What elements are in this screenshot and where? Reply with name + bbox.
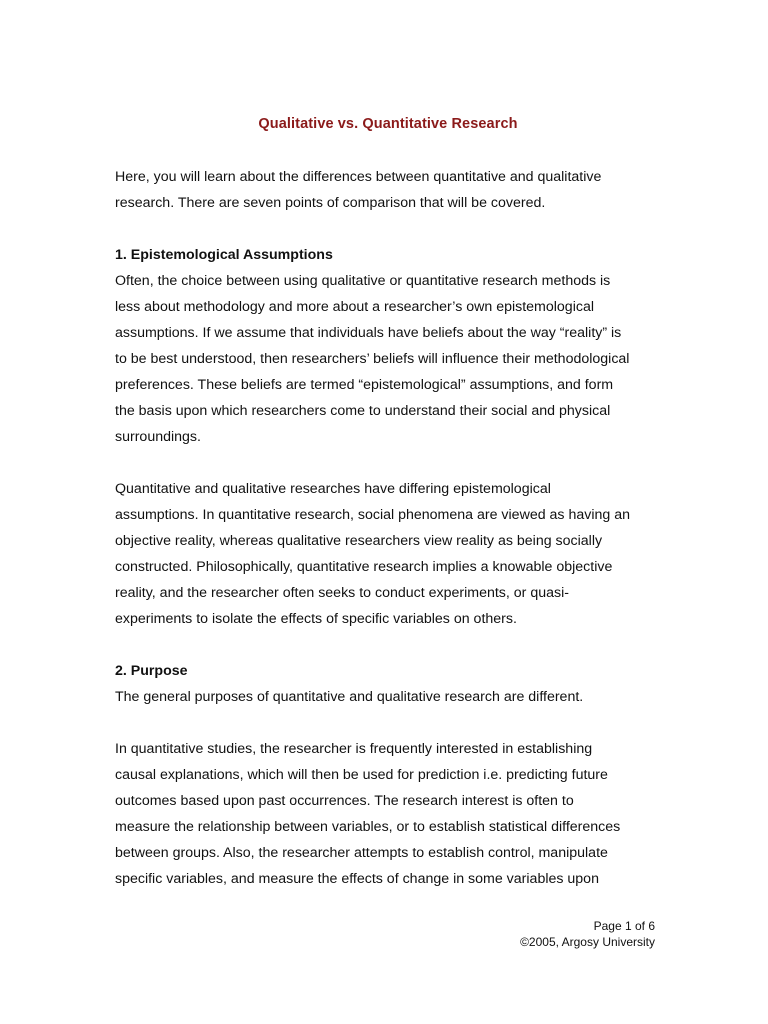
document-title: Qualitative vs. Quantitative Research	[258, 116, 518, 132]
text-line: constructed. Philosophically, quantitative research implies a knowable objective	[115, 559, 613, 575]
text-line: assumptions. In quantitative research, social phenomena are viewed as having an	[115, 507, 630, 523]
paragraph-epistemology-intro	[115, 268, 675, 450]
section-heading-purpose: 2. Purpose	[115, 663, 188, 679]
text-line: preferences. These beliefs are termed “epistemological” assumptions, and form	[115, 377, 614, 393]
text-line: The general purposes of quantitative and qualitative research are different.	[115, 689, 584, 705]
text-line: less about methodology and more about a researcher’s own epistemological	[115, 299, 594, 315]
text-line: In quantitative studies, the researcher is frequently interested in establishing	[115, 741, 593, 757]
text-line: to be best understood, then researchers’ beliefs will influence their methodological	[115, 351, 630, 367]
text-line: assumptions. If we assume that individuals have beliefs about the way “reality” is	[115, 325, 622, 341]
text-line: Here, you will learn about the differences between quantitative and qualitative	[115, 169, 602, 185]
text-line: outcomes based upon past occurrences. The research interest is often to	[115, 793, 574, 809]
page-number: Page 1 of 6	[593, 919, 655, 933]
text-line: reality, and the researcher often seeks to conduct experiments, or quasi-	[115, 585, 569, 601]
paragraph-epistemology-comparison	[115, 476, 675, 632]
intro-paragraph	[115, 164, 675, 216]
text-line: between groups. Also, the researcher attempts to establish control, manipulate	[115, 845, 608, 861]
text-line: specific variables, and measure the effects of change in some variables upon	[115, 871, 599, 887]
text-line: experiments to isolate the effects of specific variables on others.	[115, 611, 517, 627]
text-line: Often, the choice between using qualitative or quantitative research methods is	[115, 273, 611, 289]
paragraph-purpose-intro	[115, 684, 675, 710]
text-line: the basis upon which researchers come to understand their social and physical	[115, 403, 611, 419]
text-line: surroundings.	[115, 429, 201, 445]
text-line: objective reality, whereas qualitative researchers view reality as being socially	[115, 533, 603, 549]
text-line: research. There are seven points of comparison that will be covered.	[115, 195, 546, 211]
text-line: Quantitative and qualitative researches have differing epistemological	[115, 481, 551, 497]
text-line: measure the relationship between variables, or to establish statistical differences	[115, 819, 621, 835]
copyright-notice: ©2005, Argosy University	[520, 935, 655, 949]
section-heading-epistemological-assumptions: 1. Epistemological Assumptions	[115, 247, 333, 263]
text-line: causal explanations, which will then be used for prediction i.e. predicting future	[115, 767, 608, 783]
paragraph-purpose-quantitative	[115, 736, 675, 892]
